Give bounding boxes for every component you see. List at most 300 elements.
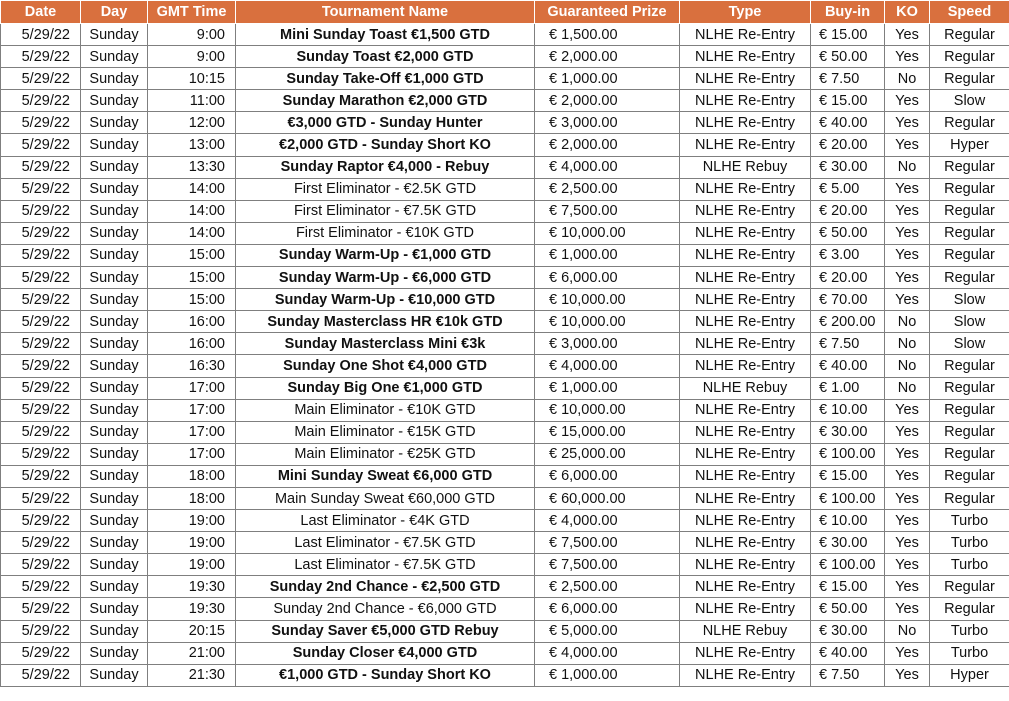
cell-gmt-time: 19:30: [148, 598, 236, 620]
cell-type: NLHE Re-Entry: [680, 222, 811, 244]
table-row: [1, 355, 1009, 377]
cell-buy-in: € 50.00: [811, 46, 885, 68]
cell-gmt-time: 14:00: [148, 222, 236, 244]
cell-type: NLHE Re-Entry: [680, 112, 811, 134]
cell-date: 5/29/22: [1, 156, 81, 178]
cell-gmt-time: 17:00: [148, 443, 236, 465]
cell-ko: Yes: [885, 554, 930, 576]
cell-speed: Regular: [930, 399, 1009, 421]
cell-gmt-time: 16:30: [148, 355, 236, 377]
table-row: [1, 24, 1009, 46]
cell-tournament-name: Sunday 2nd Chance - €2,500 GTD: [236, 576, 535, 598]
cell-ko: Yes: [885, 465, 930, 487]
cell-date: 5/29/22: [1, 200, 81, 222]
cell-type: NLHE Re-Entry: [680, 642, 811, 664]
cell-speed: Regular: [930, 178, 1009, 200]
cell-ko: No: [885, 355, 930, 377]
cell-speed: Regular: [930, 465, 1009, 487]
cell-speed: Regular: [930, 598, 1009, 620]
cell-type: NLHE Re-Entry: [680, 355, 811, 377]
cell-type: NLHE Re-Entry: [680, 178, 811, 200]
cell-date: 5/29/22: [1, 112, 81, 134]
cell-speed: Regular: [930, 46, 1009, 68]
cell-gmt-time: 19:00: [148, 532, 236, 554]
cell-guaranteed-prize: € 1,500.00: [535, 24, 680, 46]
cell-ko: Yes: [885, 487, 930, 509]
cell-day: Sunday: [81, 399, 148, 421]
cell-day: Sunday: [81, 576, 148, 598]
cell-buy-in: € 20.00: [811, 200, 885, 222]
cell-buy-in: € 15.00: [811, 24, 885, 46]
cell-date: 5/29/22: [1, 510, 81, 532]
cell-gmt-time: 9:00: [148, 24, 236, 46]
cell-gmt-time: 20:15: [148, 620, 236, 642]
cell-type: NLHE Rebuy: [680, 620, 811, 642]
cell-day: Sunday: [81, 664, 148, 686]
cell-ko: Yes: [885, 532, 930, 554]
cell-ko: No: [885, 377, 930, 399]
cell-day: Sunday: [81, 487, 148, 509]
cell-tournament-name: Sunday Raptor €4,000 - Rebuy: [236, 156, 535, 178]
cell-tournament-name: Sunday Warm-Up - €1,000 GTD: [236, 244, 535, 266]
table-row: [1, 576, 1009, 598]
cell-day: Sunday: [81, 134, 148, 156]
cell-day: Sunday: [81, 620, 148, 642]
cell-tournament-name: Mini Sunday Toast €1,500 GTD: [236, 24, 535, 46]
cell-date: 5/29/22: [1, 399, 81, 421]
cell-speed: Hyper: [930, 664, 1009, 686]
cell-tournament-name: Main Eliminator - €15K GTD: [236, 421, 535, 443]
cell-date: 5/29/22: [1, 421, 81, 443]
cell-tournament-name: Sunday Saver €5,000 GTD Rebuy: [236, 620, 535, 642]
cell-buy-in: € 15.00: [811, 576, 885, 598]
cell-ko: No: [885, 620, 930, 642]
cell-date: 5/29/22: [1, 664, 81, 686]
cell-gmt-time: 18:00: [148, 465, 236, 487]
cell-type: NLHE Rebuy: [680, 377, 811, 399]
cell-ko: No: [885, 156, 930, 178]
cell-ko: Yes: [885, 664, 930, 686]
cell-date: 5/29/22: [1, 333, 81, 355]
cell-guaranteed-prize: € 2,500.00: [535, 178, 680, 200]
cell-type: NLHE Re-Entry: [680, 421, 811, 443]
table-row: [1, 178, 1009, 200]
table-row: [1, 200, 1009, 222]
cell-buy-in: € 15.00: [811, 90, 885, 112]
cell-day: Sunday: [81, 532, 148, 554]
cell-day: Sunday: [81, 311, 148, 333]
cell-gmt-time: 12:00: [148, 112, 236, 134]
cell-date: 5/29/22: [1, 68, 81, 90]
cell-tournament-name: Sunday One Shot €4,000 GTD: [236, 355, 535, 377]
column-header-day: Day: [81, 1, 148, 24]
header-row: [1, 1, 1009, 24]
cell-date: 5/29/22: [1, 244, 81, 266]
cell-ko: Yes: [885, 642, 930, 664]
cell-guaranteed-prize: € 10,000.00: [535, 222, 680, 244]
cell-date: 5/29/22: [1, 289, 81, 311]
cell-date: 5/29/22: [1, 532, 81, 554]
cell-speed: Turbo: [930, 510, 1009, 532]
cell-gmt-time: 21:00: [148, 642, 236, 664]
cell-day: Sunday: [81, 222, 148, 244]
cell-day: Sunday: [81, 68, 148, 90]
cell-buy-in: € 15.00: [811, 465, 885, 487]
cell-speed: Regular: [930, 68, 1009, 90]
cell-guaranteed-prize: € 5,000.00: [535, 620, 680, 642]
cell-speed: Regular: [930, 24, 1009, 46]
cell-guaranteed-prize: € 4,000.00: [535, 510, 680, 532]
cell-guaranteed-prize: € 6,000.00: [535, 267, 680, 289]
table-row: [1, 510, 1009, 532]
table-body: [1, 24, 1009, 687]
cell-speed: Regular: [930, 156, 1009, 178]
cell-tournament-name: Last Eliminator - €4K GTD: [236, 510, 535, 532]
cell-ko: No: [885, 68, 930, 90]
cell-guaranteed-prize: € 7,500.00: [535, 200, 680, 222]
cell-type: NLHE Re-Entry: [680, 333, 811, 355]
cell-gmt-time: 11:00: [148, 90, 236, 112]
cell-buy-in: € 40.00: [811, 112, 885, 134]
cell-tournament-name: Sunday Marathon €2,000 GTD: [236, 90, 535, 112]
column-header-ko: KO: [885, 1, 930, 24]
cell-ko: Yes: [885, 222, 930, 244]
table-row: [1, 377, 1009, 399]
cell-ko: Yes: [885, 112, 930, 134]
cell-type: NLHE Rebuy: [680, 156, 811, 178]
cell-guaranteed-prize: € 3,000.00: [535, 333, 680, 355]
cell-type: NLHE Re-Entry: [680, 24, 811, 46]
cell-guaranteed-prize: € 6,000.00: [535, 465, 680, 487]
cell-gmt-time: 17:00: [148, 421, 236, 443]
cell-guaranteed-prize: € 4,000.00: [535, 156, 680, 178]
cell-gmt-time: 14:00: [148, 200, 236, 222]
cell-buy-in: € 100.00: [811, 554, 885, 576]
cell-speed: Regular: [930, 576, 1009, 598]
cell-date: 5/29/22: [1, 377, 81, 399]
cell-buy-in: € 1.00: [811, 377, 885, 399]
cell-buy-in: € 3.00: [811, 244, 885, 266]
cell-date: 5/29/22: [1, 642, 81, 664]
cell-tournament-name: Mini Sunday Sweat €6,000 GTD: [236, 465, 535, 487]
cell-guaranteed-prize: € 3,000.00: [535, 112, 680, 134]
cell-date: 5/29/22: [1, 554, 81, 576]
cell-speed: Regular: [930, 443, 1009, 465]
cell-guaranteed-prize: € 10,000.00: [535, 289, 680, 311]
cell-guaranteed-prize: € 10,000.00: [535, 311, 680, 333]
table-row: [1, 267, 1009, 289]
cell-guaranteed-prize: € 2,500.00: [535, 576, 680, 598]
cell-date: 5/29/22: [1, 24, 81, 46]
table-row: [1, 311, 1009, 333]
cell-gmt-time: 10:15: [148, 68, 236, 90]
cell-gmt-time: 19:00: [148, 554, 236, 576]
cell-gmt-time: 15:00: [148, 267, 236, 289]
cell-type: NLHE Re-Entry: [680, 134, 811, 156]
cell-speed: Slow: [930, 90, 1009, 112]
cell-date: 5/29/22: [1, 355, 81, 377]
cell-buy-in: € 50.00: [811, 222, 885, 244]
table-row: [1, 46, 1009, 68]
cell-buy-in: € 10.00: [811, 399, 885, 421]
table-row: [1, 598, 1009, 620]
cell-tournament-name: Sunday Closer €4,000 GTD: [236, 642, 535, 664]
cell-day: Sunday: [81, 200, 148, 222]
cell-tournament-name: Main Sunday Sweat €60,000 GTD: [236, 487, 535, 509]
cell-speed: Hyper: [930, 134, 1009, 156]
cell-tournament-name: Sunday 2nd Chance - €6,000 GTD: [236, 598, 535, 620]
cell-type: NLHE Re-Entry: [680, 598, 811, 620]
table-row: [1, 620, 1009, 642]
cell-guaranteed-prize: € 1,000.00: [535, 664, 680, 686]
cell-date: 5/29/22: [1, 487, 81, 509]
cell-date: 5/29/22: [1, 267, 81, 289]
cell-gmt-time: 18:00: [148, 487, 236, 509]
cell-buy-in: € 30.00: [811, 421, 885, 443]
cell-day: Sunday: [81, 510, 148, 532]
cell-day: Sunday: [81, 377, 148, 399]
cell-day: Sunday: [81, 289, 148, 311]
cell-speed: Turbo: [930, 532, 1009, 554]
cell-day: Sunday: [81, 554, 148, 576]
table-row: [1, 156, 1009, 178]
cell-tournament-name: First Eliminator - €10K GTD: [236, 222, 535, 244]
cell-type: NLHE Re-Entry: [680, 487, 811, 509]
table-row: [1, 465, 1009, 487]
cell-buy-in: € 100.00: [811, 443, 885, 465]
cell-tournament-name: Last Eliminator - €7.5K GTD: [236, 554, 535, 576]
table-row: [1, 112, 1009, 134]
cell-gmt-time: 19:00: [148, 510, 236, 532]
column-header-speed: Speed: [930, 1, 1009, 24]
cell-day: Sunday: [81, 355, 148, 377]
cell-ko: Yes: [885, 24, 930, 46]
table-row: [1, 487, 1009, 509]
cell-guaranteed-prize: € 2,000.00: [535, 46, 680, 68]
cell-day: Sunday: [81, 443, 148, 465]
cell-date: 5/29/22: [1, 311, 81, 333]
cell-tournament-name: First Eliminator - €2.5K GTD: [236, 178, 535, 200]
cell-day: Sunday: [81, 267, 148, 289]
table-row: [1, 554, 1009, 576]
cell-guaranteed-prize: € 10,000.00: [535, 399, 680, 421]
table-row: [1, 333, 1009, 355]
cell-buy-in: € 30.00: [811, 156, 885, 178]
cell-gmt-time: 13:30: [148, 156, 236, 178]
cell-buy-in: € 30.00: [811, 532, 885, 554]
cell-buy-in: € 7.50: [811, 68, 885, 90]
table-row: [1, 642, 1009, 664]
cell-ko: Yes: [885, 421, 930, 443]
table-row: [1, 222, 1009, 244]
column-header-tournament-name: Tournament Name: [236, 1, 535, 24]
cell-tournament-name: Sunday Masterclass Mini €3k: [236, 333, 535, 355]
cell-buy-in: € 40.00: [811, 355, 885, 377]
cell-date: 5/29/22: [1, 598, 81, 620]
cell-gmt-time: 16:00: [148, 333, 236, 355]
cell-day: Sunday: [81, 24, 148, 46]
cell-speed: Regular: [930, 421, 1009, 443]
cell-ko: Yes: [885, 90, 930, 112]
cell-gmt-time: 14:00: [148, 178, 236, 200]
cell-tournament-name: €3,000 GTD - Sunday Hunter: [236, 112, 535, 134]
cell-ko: No: [885, 333, 930, 355]
cell-day: Sunday: [81, 112, 148, 134]
cell-tournament-name: Sunday Toast €2,000 GTD: [236, 46, 535, 68]
cell-type: NLHE Re-Entry: [680, 311, 811, 333]
cell-buy-in: € 7.50: [811, 664, 885, 686]
cell-speed: Regular: [930, 222, 1009, 244]
cell-speed: Regular: [930, 112, 1009, 134]
cell-type: NLHE Re-Entry: [680, 554, 811, 576]
cell-speed: Slow: [930, 333, 1009, 355]
cell-guaranteed-prize: € 7,500.00: [535, 554, 680, 576]
cell-date: 5/29/22: [1, 134, 81, 156]
cell-tournament-name: Sunday Masterclass HR €10k GTD: [236, 311, 535, 333]
cell-speed: Regular: [930, 377, 1009, 399]
cell-ko: Yes: [885, 598, 930, 620]
cell-ko: Yes: [885, 510, 930, 532]
cell-guaranteed-prize: € 2,000.00: [535, 90, 680, 112]
cell-day: Sunday: [81, 465, 148, 487]
cell-day: Sunday: [81, 333, 148, 355]
cell-day: Sunday: [81, 156, 148, 178]
cell-buy-in: € 10.00: [811, 510, 885, 532]
cell-ko: Yes: [885, 267, 930, 289]
cell-speed: Slow: [930, 311, 1009, 333]
cell-type: NLHE Re-Entry: [680, 200, 811, 222]
cell-gmt-time: 9:00: [148, 46, 236, 68]
cell-tournament-name: Main Eliminator - €10K GTD: [236, 399, 535, 421]
cell-guaranteed-prize: € 1,000.00: [535, 377, 680, 399]
cell-guaranteed-prize: € 4,000.00: [535, 642, 680, 664]
cell-guaranteed-prize: € 1,000.00: [535, 244, 680, 266]
cell-type: NLHE Re-Entry: [680, 399, 811, 421]
cell-buy-in: € 5.00: [811, 178, 885, 200]
cell-buy-in: € 40.00: [811, 642, 885, 664]
table-row: [1, 664, 1009, 686]
cell-date: 5/29/22: [1, 576, 81, 598]
column-header-buy-in: Buy-in: [811, 1, 885, 24]
cell-buy-in: € 200.00: [811, 311, 885, 333]
cell-date: 5/29/22: [1, 222, 81, 244]
cell-guaranteed-prize: € 15,000.00: [535, 421, 680, 443]
column-header-gmt-time: GMT Time: [148, 1, 236, 24]
cell-type: NLHE Re-Entry: [680, 576, 811, 598]
cell-day: Sunday: [81, 46, 148, 68]
cell-speed: Turbo: [930, 642, 1009, 664]
cell-type: NLHE Re-Entry: [680, 465, 811, 487]
cell-tournament-name: Main Eliminator - €25K GTD: [236, 443, 535, 465]
cell-buy-in: € 20.00: [811, 134, 885, 156]
cell-day: Sunday: [81, 598, 148, 620]
cell-guaranteed-prize: € 25,000.00: [535, 443, 680, 465]
cell-day: Sunday: [81, 421, 148, 443]
cell-guaranteed-prize: € 1,000.00: [535, 68, 680, 90]
cell-gmt-time: 21:30: [148, 664, 236, 686]
cell-buy-in: € 50.00: [811, 598, 885, 620]
cell-guaranteed-prize: € 2,000.00: [535, 134, 680, 156]
cell-type: NLHE Re-Entry: [680, 244, 811, 266]
cell-day: Sunday: [81, 244, 148, 266]
table-row: [1, 68, 1009, 90]
cell-buy-in: € 20.00: [811, 267, 885, 289]
cell-tournament-name: Sunday Warm-Up - €6,000 GTD: [236, 267, 535, 289]
cell-date: 5/29/22: [1, 46, 81, 68]
cell-tournament-name: Sunday Warm-Up - €10,000 GTD: [236, 289, 535, 311]
cell-type: NLHE Re-Entry: [680, 443, 811, 465]
table-row: [1, 289, 1009, 311]
cell-gmt-time: 17:00: [148, 377, 236, 399]
cell-date: 5/29/22: [1, 178, 81, 200]
cell-date: 5/29/22: [1, 90, 81, 112]
cell-speed: Slow: [930, 289, 1009, 311]
cell-gmt-time: 19:30: [148, 576, 236, 598]
cell-speed: Regular: [930, 244, 1009, 266]
cell-gmt-time: 15:00: [148, 289, 236, 311]
cell-tournament-name: €2,000 GTD - Sunday Short KO: [236, 134, 535, 156]
column-header-date: Date: [1, 1, 81, 24]
cell-ko: Yes: [885, 443, 930, 465]
cell-speed: Turbo: [930, 554, 1009, 576]
cell-gmt-time: 17:00: [148, 399, 236, 421]
cell-ko: Yes: [885, 289, 930, 311]
cell-day: Sunday: [81, 178, 148, 200]
table-row: [1, 443, 1009, 465]
cell-ko: Yes: [885, 46, 930, 68]
cell-speed: Regular: [930, 355, 1009, 377]
cell-tournament-name: Sunday Take-Off €1,000 GTD: [236, 68, 535, 90]
cell-type: NLHE Re-Entry: [680, 90, 811, 112]
cell-ko: Yes: [885, 134, 930, 156]
cell-ko: Yes: [885, 576, 930, 598]
cell-speed: Regular: [930, 200, 1009, 222]
cell-gmt-time: 15:00: [148, 244, 236, 266]
cell-ko: Yes: [885, 244, 930, 266]
cell-guaranteed-prize: € 7,500.00: [535, 532, 680, 554]
table-row: [1, 90, 1009, 112]
cell-day: Sunday: [81, 90, 148, 112]
cell-date: 5/29/22: [1, 443, 81, 465]
cell-speed: Regular: [930, 267, 1009, 289]
cell-ko: Yes: [885, 178, 930, 200]
cell-speed: Turbo: [930, 620, 1009, 642]
cell-date: 5/29/22: [1, 465, 81, 487]
cell-guaranteed-prize: € 60,000.00: [535, 487, 680, 509]
column-header-guaranteed-prize: Guaranteed Prize: [535, 1, 680, 24]
cell-type: NLHE Re-Entry: [680, 510, 811, 532]
cell-day: Sunday: [81, 642, 148, 664]
cell-type: NLHE Re-Entry: [680, 46, 811, 68]
table-row: [1, 421, 1009, 443]
cell-type: NLHE Re-Entry: [680, 267, 811, 289]
cell-guaranteed-prize: € 6,000.00: [535, 598, 680, 620]
cell-type: NLHE Re-Entry: [680, 664, 811, 686]
cell-tournament-name: First Eliminator - €7.5K GTD: [236, 200, 535, 222]
table-row: [1, 134, 1009, 156]
cell-buy-in: € 70.00: [811, 289, 885, 311]
cell-gmt-time: 16:00: [148, 311, 236, 333]
cell-tournament-name: €1,000 GTD - Sunday Short KO: [236, 664, 535, 686]
table-row: [1, 244, 1009, 266]
cell-ko: Yes: [885, 399, 930, 421]
cell-gmt-time: 13:00: [148, 134, 236, 156]
cell-ko: No: [885, 311, 930, 333]
cell-type: NLHE Re-Entry: [680, 289, 811, 311]
cell-tournament-name: Last Eliminator - €7.5K GTD: [236, 532, 535, 554]
table-row: [1, 399, 1009, 421]
cell-ko: Yes: [885, 200, 930, 222]
